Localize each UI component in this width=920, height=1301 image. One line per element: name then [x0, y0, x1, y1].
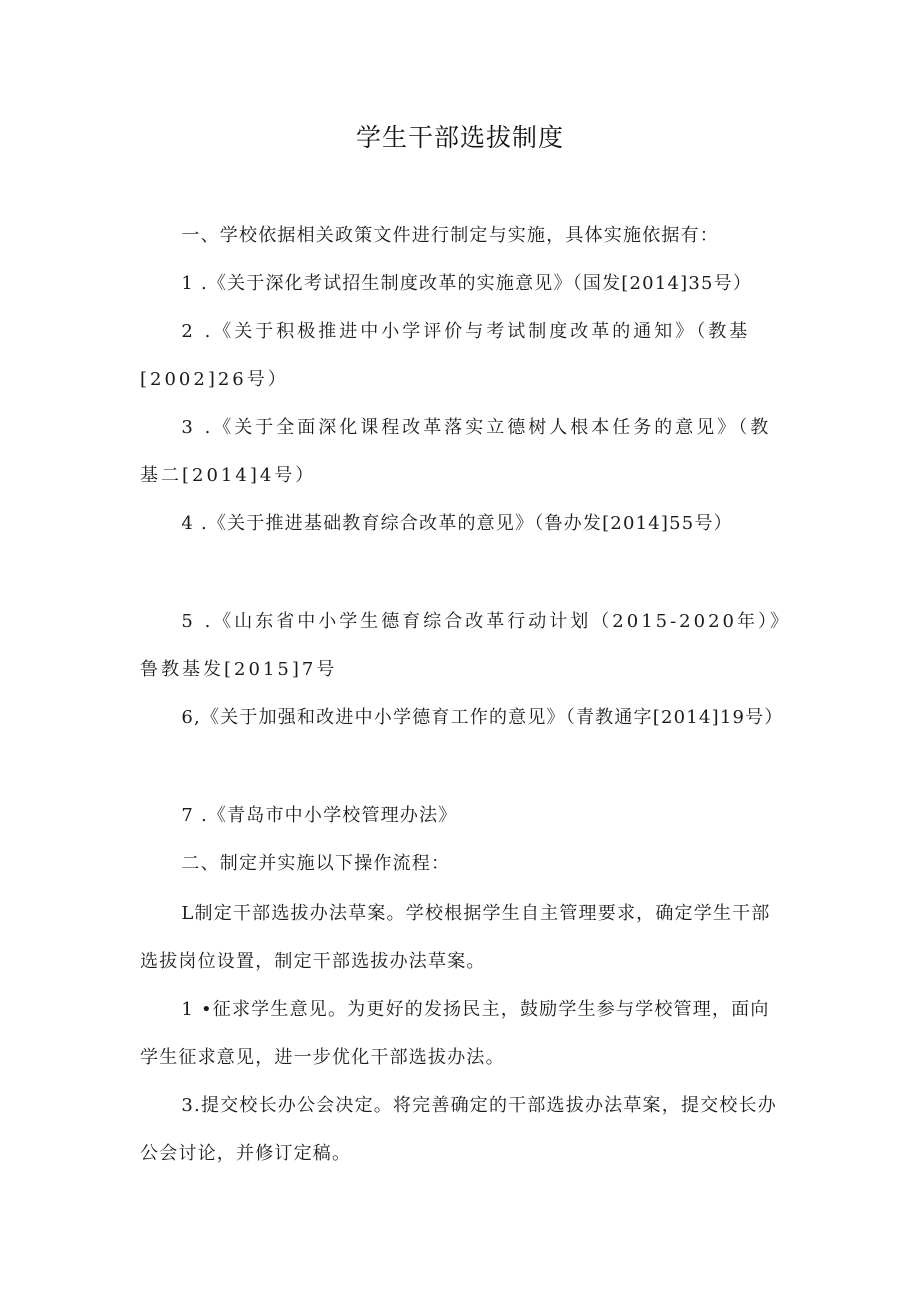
paragraph-item-2: 2 .《关于积极推进中小学评价与考试制度改革的通知》（教基[2002]26号） — [140, 321, 751, 390]
paragraph-item-3: 3 .《关于全面深化课程改革落实立德树人根本任务的意见》（教基二[2014]4号） — [140, 417, 772, 486]
paragraph-step-1: L制定干部选拔办法草案。学校根据学生自主管理要求，确定学生干部选拔岗位设置，制定干部选拔办法草案。 — [140, 903, 771, 972]
document-title: 学生干部选拔制度 — [355, 123, 564, 152]
paragraph-item-4: 4 .《关于推进基础教育综合改革的意见》（鲁办发[2014]55号） — [181, 513, 733, 534]
paragraph-item-1: 1 .《关于深化考试招生制度改革的实施意见》（国发[2014]35号） — [181, 273, 753, 294]
paragraph-step-3: 3.提交校长办公会决定。将完善确定的干部选拔办法草案，提交校长办公会讨论，并修订定稿。 — [140, 1095, 777, 1164]
paragraph-basis-intro: 一、学校依据相关政策文件进行制定与实施，具体实施依据有： — [181, 225, 719, 246]
paragraph-item-5: 5 .《山东省中小学生德育综合改革行动计划（2015-2020年）》鲁教基发[2015]7号 — [140, 611, 782, 680]
paragraph-process-intro: 二、制定并实施以下操作流程： — [181, 853, 451, 874]
paragraph-item-6: 6,《关于加强和改进中小学德育工作的意见》（青教通字[2014]19号） — [181, 707, 784, 728]
paragraph-step-2: 1 •征求学生意见。为更好的发扬民主，鼓励学生参与学校管理，面向学生征求意见，进一步优化干部选拔办法。 — [140, 999, 770, 1068]
paragraph-item-7: 7 .《青岛市中小学校管理办法》 — [181, 805, 458, 826]
